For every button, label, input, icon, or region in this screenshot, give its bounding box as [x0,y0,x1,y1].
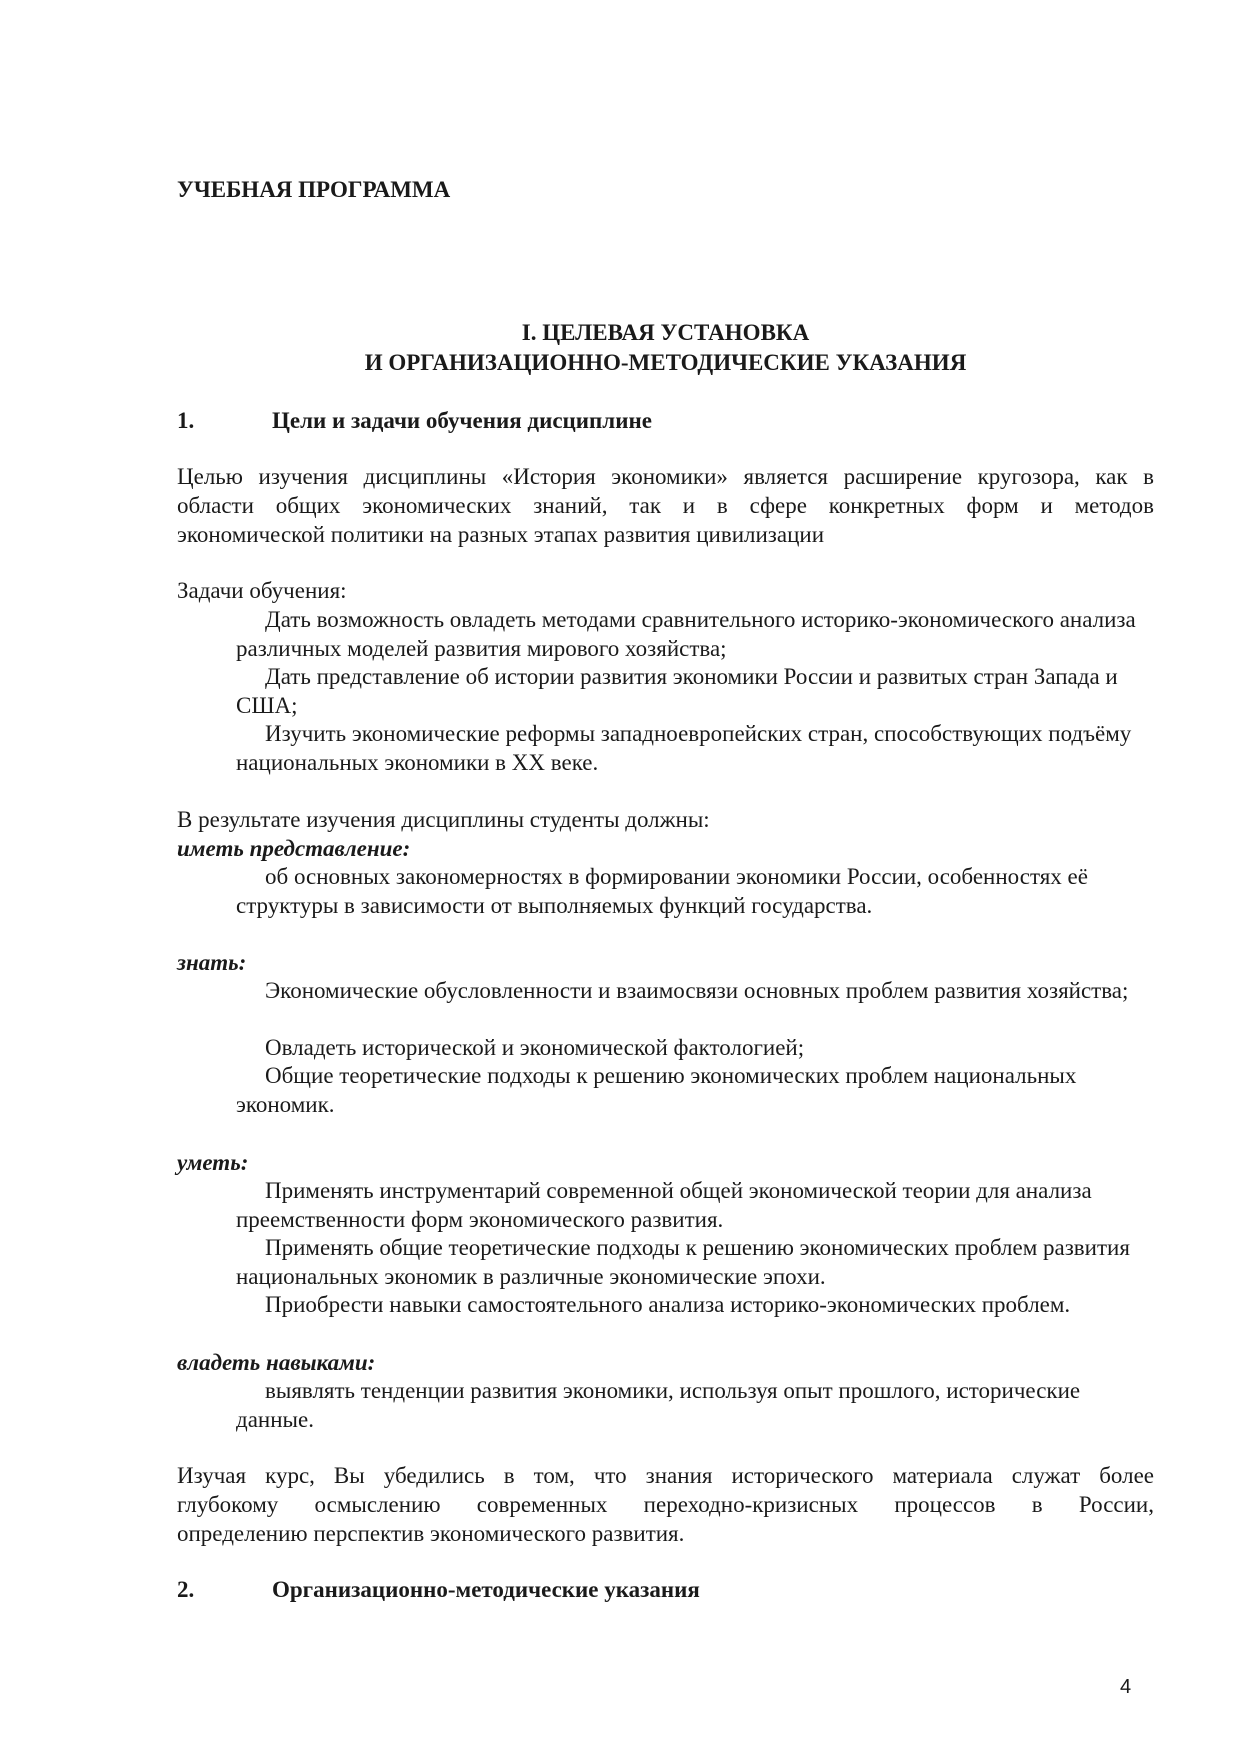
goal-paragraph-line-3: экономической политики на разных этапах развития цивилизации [177,522,825,547]
subsection-2-heading [177,1575,1154,1604]
able-label: уметь: [177,1150,249,1175]
results-intro: В результате изучения дисциплины студенты должны: [177,807,710,832]
subsection-1-number: 1. [177,408,195,433]
conclusion-paragraph [177,1461,1154,1548]
skills-label: владеть навыками: [177,1350,376,1375]
goal-paragraph-line-2: области общих экономических знаний, так и в сфере конкретных форм и методов [177,493,1154,518]
conclusion-line-2: глубокому осмыслению современных переходно-кризисных процессов в России, [177,1492,1154,1517]
able-item-1: Применять инструментарий современной общей экономической теории для анализа преемственности форм экономического развития. [236,1178,1092,1232]
goal-paragraph [177,462,1154,549]
tasks-heading: Задачи обучения: [177,578,347,603]
know-label: знать: [177,950,247,975]
section-title-line-2: И ОРГАНИЗАЦИОННО-МЕТОДИЧЕСКИЕ УКАЗАНИЯ [364,350,967,375]
able-item-3: Приобрести навыки самостоятельного анализа историко-экономических проблем. [265,1292,1071,1317]
conclusion-line-1: Изучая курс, Вы убедились в том, что знания исторического материала служат более [177,1463,1154,1488]
know-item-3: Общие теоретические подходы к решению экономических проблем национальных экономик. [236,1063,1077,1117]
task-item-1: Дать возможность овладеть методами сравнительного историко-экономического анализа различных моделей развития мирового хозяйства; [236,607,1136,661]
know-item-2: Овладеть исторической и экономической фактологией; [265,1035,805,1060]
represent-label: иметь представление: [177,836,411,861]
conclusion-line-3: определению перспектив экономического развития. [177,1521,685,1546]
section-title [177,318,1154,378]
section-title-line-1: I. ЦЕЛЕВАЯ УСТАНОВКА [521,320,810,345]
subsection-2-title: Организационно-методические указания [272,1577,700,1602]
task-item-3: Изучить экономические реформы западноевропейских стран, способствующих подъёму национальных экономики в XX веке. [236,721,1132,775]
goal-paragraph-line-1: Целью изучения дисциплины «История экономики» является расширение кругозора, как в [177,464,1154,489]
subsection-1-title: Цели и задачи обучения дисциплине [272,408,652,433]
subsection-2-number: 2. [177,1577,195,1602]
skills-item-1: выявлять тенденции развития экономики, используя опыт прошлого, исторические данные. [236,1378,1081,1432]
able-item-2: Применять общие теоретические подходы к решению экономических проблем развития национальных экономик в различные экономические эпохи. [236,1235,1130,1289]
document-title: УЧЕБНАЯ ПРОГРАММА [177,177,451,202]
know-item-1: Экономические обусловленности и взаимосвязи основных проблем развития хозяйства; [265,978,1129,1003]
page-number: 4 [1120,1676,1132,1698]
task-item-2: Дать представление об истории развития экономики России и развитых стран Запада и США; [236,664,1118,718]
subsection-1-heading [177,406,1154,435]
represent-item-1: об основных закономерностях в формировании экономики России, особенностях её структуры в зависимости от выполняемых функций государства. [236,864,1088,918]
